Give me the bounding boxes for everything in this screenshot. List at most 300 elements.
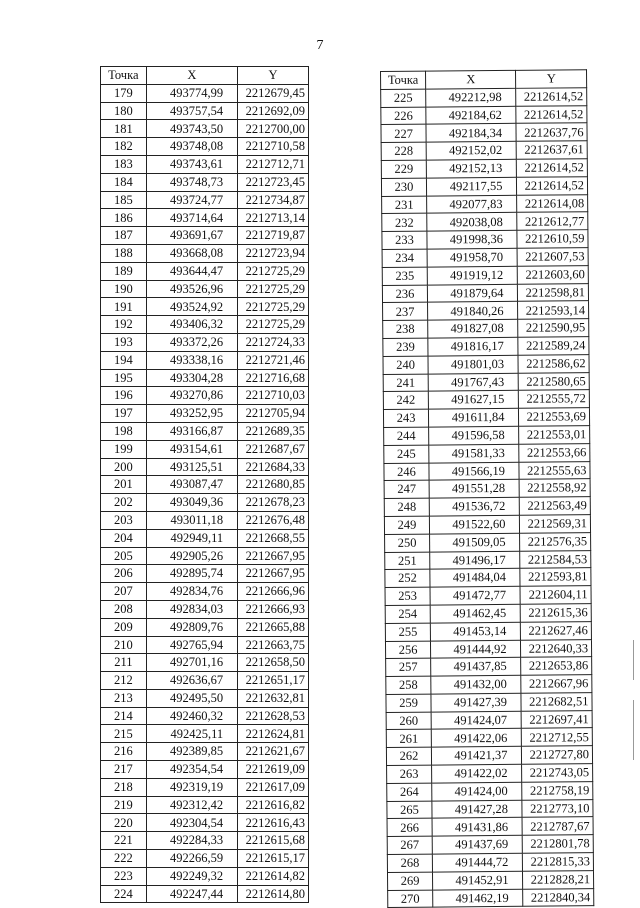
point-number-cell: 224: [101, 885, 147, 903]
table-row: [101, 778, 309, 796]
table-row: [101, 494, 309, 512]
point-number-cell: 210: [101, 636, 147, 654]
x-coordinate-cell: 491509,05: [430, 533, 521, 552]
y-coordinate-cell: 2212589,24: [518, 337, 589, 355]
x-coordinate-cell: 491627,15: [428, 391, 519, 410]
table-row: [386, 728, 592, 748]
point-number-cell: 184: [101, 173, 147, 191]
x-coordinate-cell: 493714,64: [146, 209, 237, 227]
table-row: [101, 173, 309, 191]
y-coordinate-cell: 2212603,60: [518, 265, 589, 283]
y-coordinate-cell: 2212658,50: [238, 654, 309, 672]
table-row: [101, 191, 309, 209]
point-number-cell: 202: [101, 494, 147, 512]
point-number-cell: 180: [101, 102, 147, 120]
column-header-x: X: [426, 70, 517, 89]
x-coordinate-cell: 493774,99: [146, 84, 237, 102]
point-number-cell: 196: [101, 387, 147, 405]
point-number-cell: 183: [101, 155, 147, 173]
point-number-cell: 259: [386, 694, 431, 712]
x-coordinate-cell: 491437,85: [431, 658, 522, 677]
x-coordinate-cell: 491424,07: [431, 711, 522, 730]
table-row: [101, 529, 309, 547]
table-row: [101, 476, 309, 494]
y-coordinate-cell: 2212624,81: [238, 725, 309, 743]
point-number-cell: 254: [385, 605, 430, 623]
table-row: [101, 120, 309, 138]
x-coordinate-cell: 492460,32: [146, 707, 237, 725]
table-row: [101, 796, 309, 814]
y-coordinate-cell: 2212684,33: [238, 458, 309, 476]
x-coordinate-cell: 492319,19: [146, 778, 237, 796]
point-number-cell: 216: [101, 743, 147, 761]
table-row: [382, 212, 588, 232]
y-coordinate-cell: 2212558,92: [520, 479, 591, 497]
point-number-cell: 251: [385, 552, 430, 570]
point-number-cell: 188: [101, 244, 147, 262]
x-coordinate-cell: 492266,59: [146, 850, 237, 868]
x-coordinate-cell: 493743,61: [146, 155, 237, 173]
y-coordinate-cell: 2212663,75: [238, 636, 309, 654]
point-number-cell: 228: [381, 142, 426, 160]
point-number-cell: 186: [101, 209, 147, 227]
y-coordinate-cell: 2212692,09: [238, 102, 309, 120]
page-number: 7: [316, 38, 324, 53]
x-coordinate-cell: 492905,26: [146, 547, 237, 565]
table-row: [381, 123, 587, 143]
table-row: [101, 209, 309, 227]
table-row: [101, 583, 309, 601]
x-coordinate-cell: 493644,47: [146, 262, 237, 280]
point-number-cell: 181: [101, 120, 147, 138]
table-row: [101, 672, 309, 690]
y-coordinate-cell: 2212667,95: [238, 547, 309, 565]
point-number-cell: 225: [381, 89, 426, 107]
y-coordinate-cell: 2212553,69: [519, 408, 590, 426]
table-row: [386, 675, 592, 695]
point-number-cell: 221: [101, 832, 147, 850]
table-row: [385, 532, 591, 552]
x-coordinate-cell: 491424,00: [432, 782, 523, 801]
y-coordinate-cell: 2212598,81: [518, 283, 589, 301]
table-row: [101, 565, 309, 583]
y-coordinate-cell: 2212689,35: [238, 422, 309, 440]
x-coordinate-cell: 491566,19: [429, 462, 520, 481]
table-row: [101, 654, 309, 672]
point-number-cell: 182: [101, 138, 147, 156]
x-coordinate-cell: 493049,36: [146, 494, 237, 512]
table-row: [387, 835, 593, 855]
point-number-cell: 261: [386, 730, 431, 748]
x-coordinate-cell: 491431,86: [432, 818, 523, 837]
table-row: [383, 408, 589, 428]
x-coordinate-cell: 492212,98: [426, 88, 517, 107]
table-row: [387, 853, 593, 873]
y-coordinate-cell: 2212710,58: [238, 138, 309, 156]
y-coordinate-cell: 2212758,19: [522, 782, 593, 800]
x-coordinate-cell: 491879,64: [427, 284, 518, 303]
point-number-cell: 211: [101, 654, 147, 672]
y-coordinate-cell: 2212580,65: [519, 372, 590, 390]
x-coordinate-cell: 492312,42: [146, 796, 237, 814]
point-number-cell: 203: [101, 511, 147, 529]
x-coordinate-cell: 492949,11: [146, 529, 237, 547]
point-number-cell: 257: [386, 658, 431, 676]
y-coordinate-cell: 2212678,23: [238, 494, 309, 512]
x-coordinate-cell: 492354,54: [146, 761, 237, 779]
y-coordinate-cell: 2212665,88: [238, 618, 309, 636]
y-coordinate-cell: 2212614,80: [238, 885, 309, 903]
y-coordinate-cell: 2212615,68: [238, 832, 309, 850]
point-number-cell: 237: [383, 302, 428, 320]
table-row: [101, 405, 309, 423]
table-row: [386, 710, 592, 730]
table-row: [101, 369, 309, 387]
y-coordinate-cell: 2212637,76: [516, 123, 587, 141]
y-coordinate-cell: 2212640,33: [521, 639, 592, 657]
y-coordinate-cell: 2212710,03: [238, 387, 309, 405]
y-coordinate-cell: 2212614,08: [517, 194, 588, 212]
table-row: [101, 155, 309, 173]
point-number-cell: 239: [383, 338, 428, 356]
column-header-point: Точка: [101, 67, 147, 85]
table-row: [384, 461, 590, 481]
table-row: [385, 550, 591, 570]
point-number-cell: 208: [101, 600, 147, 618]
y-coordinate-cell: 2212700,00: [238, 120, 309, 138]
x-coordinate-cell: 491840,26: [428, 302, 519, 321]
point-number-cell: 198: [101, 422, 147, 440]
table-row: [101, 850, 309, 868]
x-coordinate-cell: 492304,54: [146, 814, 237, 832]
table-row: [385, 604, 591, 624]
x-coordinate-cell: 493125,51: [146, 458, 237, 476]
table-row: [384, 515, 590, 535]
y-coordinate-cell: 2212668,55: [238, 529, 309, 547]
x-coordinate-cell: 491496,17: [430, 551, 521, 570]
table-row: [381, 87, 587, 107]
point-number-cell: 253: [385, 587, 430, 605]
x-coordinate-cell: 493748,08: [146, 138, 237, 156]
x-coordinate-cell: 491462,19: [433, 889, 524, 908]
x-coordinate-cell: 493011,18: [146, 511, 237, 529]
point-number-cell: 187: [101, 227, 147, 245]
point-number-cell: 236: [382, 285, 427, 303]
y-coordinate-cell: 2212815,33: [523, 853, 594, 871]
point-number-cell: 201: [101, 476, 147, 494]
point-number-cell: 214: [101, 707, 147, 725]
x-coordinate-cell: 491444,92: [431, 640, 522, 659]
table-row: [101, 867, 309, 885]
table-row: [387, 764, 593, 784]
point-number-cell: 270: [388, 890, 433, 908]
table-row: [385, 568, 591, 588]
x-coordinate-cell: 492389,85: [146, 743, 237, 761]
table-row: [382, 283, 588, 303]
point-number-cell: 213: [101, 689, 147, 707]
table-row: [101, 138, 309, 156]
x-coordinate-cell: 491432,00: [431, 675, 522, 694]
y-coordinate-cell: 2212787,67: [523, 817, 594, 835]
x-coordinate-cell: 493166,87: [146, 422, 237, 440]
table-row: [383, 319, 589, 339]
point-number-cell: 266: [387, 819, 432, 837]
point-number-cell: 233: [382, 231, 427, 249]
table-row: [101, 547, 309, 565]
x-coordinate-cell: 491958,70: [427, 248, 518, 267]
y-coordinate-cell: 2212734,87: [238, 191, 309, 209]
x-coordinate-cell: 491551,28: [429, 480, 520, 499]
y-coordinate-cell: 2212801,78: [523, 835, 594, 853]
table-row: [383, 354, 589, 374]
point-number-cell: 269: [387, 872, 432, 890]
point-number-cell: 241: [383, 374, 428, 392]
table-row: [101, 814, 309, 832]
y-coordinate-cell: 2212667,96: [521, 675, 592, 693]
point-number-cell: 265: [387, 801, 432, 819]
table-row: [101, 262, 309, 280]
x-coordinate-cell: 491453,14: [430, 622, 521, 641]
x-coordinate-cell: 493691,67: [146, 227, 237, 245]
x-coordinate-cell: 492184,34: [426, 124, 517, 143]
table-row: [381, 141, 587, 161]
point-number-cell: 231: [382, 196, 427, 214]
table-row: [101, 689, 309, 707]
x-coordinate-cell: 492809,76: [146, 618, 237, 636]
table-row: [382, 194, 588, 214]
x-coordinate-cell: 493757,54: [146, 102, 237, 120]
scan-edge-mark: [633, 700, 634, 760]
x-coordinate-cell: 492152,02: [426, 141, 517, 160]
x-coordinate-cell: 493668,08: [146, 244, 237, 262]
y-coordinate-cell: 2212637,61: [517, 141, 588, 159]
table-row: [383, 337, 589, 357]
table-row: [101, 244, 309, 262]
table-row: [101, 636, 309, 654]
x-coordinate-cell: 492495,50: [146, 689, 237, 707]
y-coordinate-cell: 2212615,36: [521, 604, 592, 622]
point-number-cell: 218: [101, 778, 147, 796]
table-row: [384, 479, 590, 499]
x-coordinate-cell: 493304,28: [146, 369, 237, 387]
y-coordinate-cell: 2212705,94: [238, 405, 309, 423]
point-number-cell: 191: [101, 298, 147, 316]
point-number-cell: 189: [101, 262, 147, 280]
x-coordinate-cell: 493338,16: [146, 351, 237, 369]
x-coordinate-cell: 491427,39: [431, 693, 522, 712]
x-coordinate-cell: 491444,72: [432, 853, 523, 872]
table-header-row: [101, 67, 309, 85]
x-coordinate-cell: 491767,43: [428, 373, 519, 392]
y-coordinate-cell: 2212724,33: [238, 333, 309, 351]
y-coordinate-cell: 2212569,31: [520, 515, 591, 533]
point-number-cell: 243: [383, 409, 428, 427]
y-coordinate-cell: 2212687,67: [238, 440, 309, 458]
y-coordinate-cell: 2212576,35: [520, 532, 591, 550]
x-coordinate-cell: 491581,33: [429, 444, 520, 463]
point-number-cell: 207: [101, 583, 147, 601]
coordinates-table-right: [380, 69, 594, 908]
table-row: [383, 301, 589, 321]
x-coordinate-cell: 493270,86: [146, 387, 237, 405]
table-row: [386, 693, 592, 713]
point-number-cell: 255: [385, 623, 430, 641]
y-coordinate-cell: 2212615,17: [238, 850, 309, 868]
table-row: [387, 871, 593, 891]
point-number-cell: 190: [101, 280, 147, 298]
point-number-cell: 185: [101, 191, 147, 209]
table-row: [385, 586, 591, 606]
y-coordinate-cell: 2212617,09: [238, 778, 309, 796]
point-number-cell: 205: [101, 547, 147, 565]
y-coordinate-cell: 2212563,49: [520, 497, 591, 515]
point-number-cell: 209: [101, 618, 147, 636]
x-coordinate-cell: 491596,58: [429, 426, 520, 445]
y-coordinate-cell: 2212593,14: [518, 301, 589, 319]
y-coordinate-cell: 2212676,48: [238, 511, 309, 529]
y-coordinate-cell: 2212586,62: [518, 354, 589, 372]
y-coordinate-cell: 2212651,17: [238, 672, 309, 690]
table-row: [387, 782, 593, 802]
table-row: [101, 387, 309, 405]
table-row: [101, 333, 309, 351]
y-coordinate-cell: 2212616,82: [238, 796, 309, 814]
point-number-cell: 222: [101, 850, 147, 868]
x-coordinate-cell: 491421,37: [431, 747, 522, 766]
y-coordinate-cell: 2212553,01: [519, 426, 590, 444]
point-number-cell: 217: [101, 761, 147, 779]
x-coordinate-cell: 492184,62: [426, 106, 517, 125]
point-number-cell: 249: [384, 516, 429, 534]
x-coordinate-cell: 493372,26: [146, 333, 237, 351]
point-number-cell: 227: [381, 124, 426, 142]
point-number-cell: 219: [101, 796, 147, 814]
table-row: [101, 351, 309, 369]
y-coordinate-cell: 2212653,86: [521, 657, 592, 675]
x-coordinate-cell: 493526,96: [146, 280, 237, 298]
table-row: [101, 298, 309, 316]
table-row: [101, 600, 309, 618]
x-coordinate-cell: 492765,94: [146, 636, 237, 654]
point-number-cell: 199: [101, 440, 147, 458]
table-row: [101, 511, 309, 529]
table-row: [387, 799, 593, 819]
x-coordinate-cell: 491801,03: [428, 355, 519, 374]
y-coordinate-cell: 2212590,95: [518, 319, 589, 337]
x-coordinate-cell: 491437,69: [432, 836, 523, 855]
x-coordinate-cell: 492077,83: [427, 195, 518, 214]
column-header-y: Y: [238, 67, 309, 85]
y-coordinate-cell: 2212680,85: [238, 476, 309, 494]
point-number-cell: 192: [101, 316, 147, 334]
point-number-cell: 240: [383, 356, 428, 374]
table-row: [101, 761, 309, 779]
y-coordinate-cell: 2212828,21: [523, 871, 594, 889]
y-coordinate-cell: 2212614,52: [517, 176, 588, 194]
point-number-cell: 248: [384, 498, 429, 516]
x-coordinate-cell: 492284,33: [146, 832, 237, 850]
y-coordinate-cell: 2212612,77: [517, 212, 588, 230]
table-row: [382, 265, 588, 285]
point-number-cell: 229: [381, 160, 426, 178]
scan-edge-mark: [633, 640, 634, 680]
y-coordinate-cell: 2212666,96: [238, 583, 309, 601]
point-number-cell: 193: [101, 333, 147, 351]
point-number-cell: 246: [384, 463, 429, 481]
point-number-cell: 235: [382, 267, 427, 285]
x-coordinate-cell: 491998,36: [427, 230, 518, 249]
y-coordinate-cell: 2212716,68: [238, 369, 309, 387]
point-number-cell: 194: [101, 351, 147, 369]
y-coordinate-cell: 2212593,81: [520, 568, 591, 586]
x-coordinate-cell: 492834,03: [146, 600, 237, 618]
table-row: [101, 458, 309, 476]
point-number-cell: 195: [101, 369, 147, 387]
table-row: [384, 426, 590, 446]
x-coordinate-cell: 492425,11: [146, 725, 237, 743]
x-coordinate-cell: 493743,50: [146, 120, 237, 138]
point-number-cell: 256: [385, 641, 430, 659]
x-coordinate-cell: 491427,28: [432, 800, 523, 819]
y-coordinate-cell: 2212616,43: [238, 814, 309, 832]
x-coordinate-cell: 491816,17: [428, 337, 519, 356]
x-coordinate-cell: 492038,08: [427, 213, 518, 232]
table-row: [385, 639, 591, 659]
y-coordinate-cell: 2212725,29: [238, 298, 309, 316]
y-coordinate-cell: 2212721,46: [238, 351, 309, 369]
point-number-cell: 264: [387, 783, 432, 801]
point-number-cell: 232: [382, 213, 427, 231]
x-coordinate-cell: 493087,47: [146, 476, 237, 494]
table-row: [101, 102, 309, 120]
y-coordinate-cell: 2212840,34: [523, 888, 594, 906]
y-coordinate-cell: 2212682,51: [521, 693, 592, 711]
table-row: [101, 743, 309, 761]
x-coordinate-cell: 493252,95: [146, 405, 237, 423]
y-coordinate-cell: 2212743,05: [522, 764, 593, 782]
y-coordinate-cell: 2212719,87: [238, 227, 309, 245]
y-coordinate-cell: 2212679,45: [238, 84, 309, 102]
table-row: [387, 817, 593, 837]
point-number-cell: 267: [387, 836, 432, 854]
table-row: [383, 372, 589, 392]
point-number-cell: 223: [101, 867, 147, 885]
y-coordinate-cell: 2212628,53: [238, 707, 309, 725]
y-coordinate-cell: 2212584,53: [520, 550, 591, 568]
point-number-cell: 226: [381, 107, 426, 125]
point-number-cell: 250: [385, 534, 430, 552]
table-row: [381, 105, 587, 125]
x-coordinate-cell: 492834,76: [146, 583, 237, 601]
y-coordinate-cell: 2212627,46: [521, 621, 592, 639]
table-row: [382, 230, 588, 250]
point-number-cell: 204: [101, 529, 147, 547]
x-coordinate-cell: 493154,61: [146, 440, 237, 458]
y-coordinate-cell: 2212610,59: [517, 230, 588, 248]
point-number-cell: 268: [387, 854, 432, 872]
table-row: [381, 176, 587, 196]
point-number-cell: 215: [101, 725, 147, 743]
table-row: [101, 84, 309, 102]
y-coordinate-cell: 2212723,45: [238, 173, 309, 191]
x-coordinate-cell: 491919,12: [427, 266, 518, 285]
point-number-cell: 179: [101, 84, 147, 102]
x-coordinate-cell: 491611,84: [429, 408, 520, 427]
point-number-cell: 258: [386, 676, 431, 694]
point-number-cell: 200: [101, 458, 147, 476]
x-coordinate-cell: 491422,06: [431, 729, 522, 748]
table-row: [386, 657, 592, 677]
